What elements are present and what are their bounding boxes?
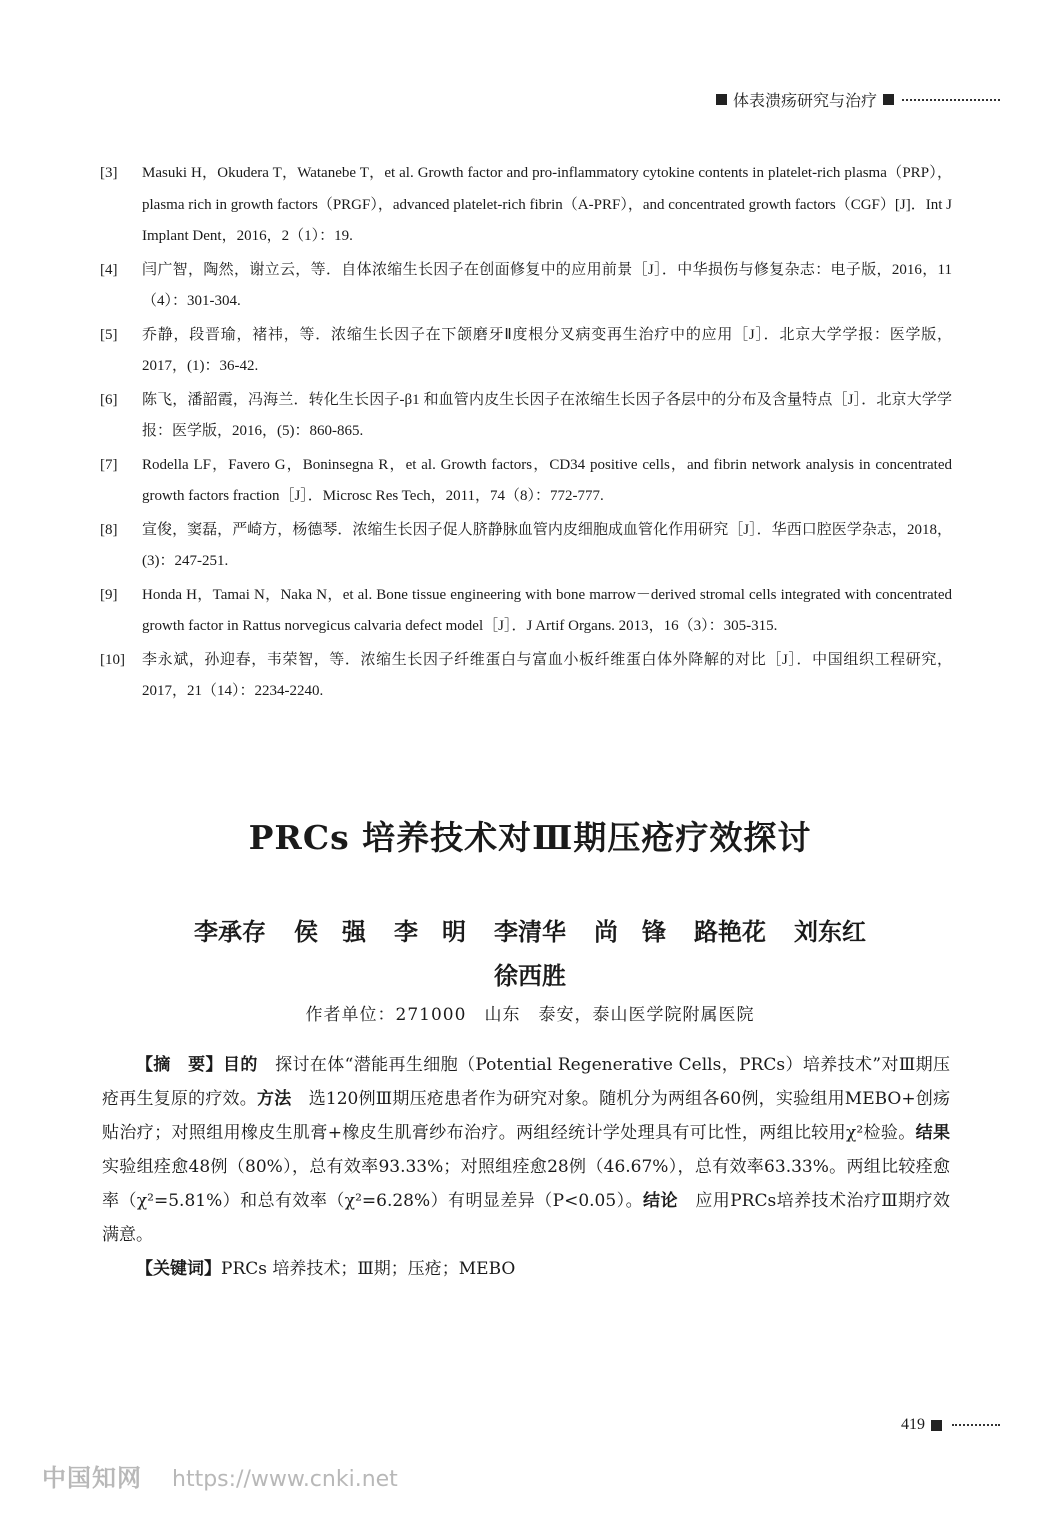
conclusion-text: 应用PRCs培养技术治疗Ⅲ期疗效满意。 xyxy=(102,1191,951,1245)
methods-label: 方法 xyxy=(257,1089,292,1109)
author-name: 徐西胜 xyxy=(494,961,566,990)
reference-item xyxy=(100,515,952,578)
running-header xyxy=(560,88,1000,111)
abstract-paragraph xyxy=(102,1048,950,1252)
author-affiliation: 作者单位：271000 山东 泰安，泰山医学院附属医院 xyxy=(305,1005,755,1025)
section-title: 体表溃疡研究与治疗 xyxy=(732,91,877,110)
author-line xyxy=(120,954,940,998)
reference-text: 宣俊，窦磊，严崎方，杨德琴．浓缩生长因子促人脐静脉血管内皮细胞成血管化作用研究［J］．华西口腔医学杂志，2018，(3)：247-251. xyxy=(142,521,952,569)
watermark-url: https://www.cnki.net xyxy=(172,1467,398,1492)
keywords-label: 【关键词】 xyxy=(136,1259,221,1279)
reference-item xyxy=(100,645,952,708)
article-title: PRCs 培养技术对Ⅲ期压疮疗效探讨 xyxy=(248,818,812,857)
reference-text: 闫广智，陶然，谢立云，等．自体浓缩生长因子在创面修复中的应用前景［J］．中华损伤与修复杂志：电子版，2016，11（4）：301-304. xyxy=(142,261,952,309)
reference-number: [9] xyxy=(100,586,118,603)
page-footer xyxy=(901,1416,1000,1434)
cnki-watermark xyxy=(42,1458,398,1493)
reference-text: 陈飞，潘韶霞，冯海兰．转化生长因子-β1 和血管内皮生长因子在浓缩生长因子各层中的分布及含量特点［J］．北京大学学报：医学版，2016，(5)：860-865. xyxy=(142,391,952,439)
reference-text: Rodella LF，Favero G，Boninsegna R，et al. Growth factors，CD34 positive cells，and fibrin network analysis in concentrated growth factors fraction［J］．Microsc Res Tech，2011，74（8）：772-777. xyxy=(142,456,952,504)
reference-item xyxy=(100,320,952,383)
square-bullet-icon xyxy=(883,94,894,105)
reference-number: [3] xyxy=(100,165,118,181)
purpose-text: 探讨在体“潜能再生细胞（Potential Regenerative Cells，PRCs）培养技术”对Ⅲ期压疮再生复原的疗效。 xyxy=(102,1055,951,1109)
reference-number: [8] xyxy=(100,521,118,538)
square-bullet-icon xyxy=(931,1420,942,1431)
author-name: 李 明 xyxy=(394,917,466,946)
author-name: 李承存 xyxy=(194,917,266,946)
author-name: 路艳花 xyxy=(694,917,766,946)
author-line xyxy=(120,910,940,954)
author-list xyxy=(120,910,940,998)
abstract-label: 【摘 要】 xyxy=(136,1055,223,1075)
reference-number: [5] xyxy=(100,326,118,343)
conclusion-label: 结论 xyxy=(643,1191,678,1211)
reference-item xyxy=(100,450,952,513)
square-bullet-icon xyxy=(716,94,727,105)
purpose-label: 目的 xyxy=(222,1055,258,1075)
reference-text: Honda H，Tamai N，Naka N，et al. Bone tissue engineering with bone marrow－derived stromal cells integrated with concentrated growth factor in Rattus norvegicus calvaria defect model［J］．J Artif Organs. 2013，16（3）：305-315. xyxy=(142,586,952,634)
author-name: 刘东红 xyxy=(794,917,866,946)
dotted-leader xyxy=(902,99,1000,101)
keywords-text: PRCs 培养技术；Ⅲ期；压疮；MEBO xyxy=(221,1259,516,1279)
reference-number: [10] xyxy=(100,651,125,668)
results-text: 实验组痊愈48例（80%），总有效率93.33%；对照组痊愈28例（46.67%），总有效率63.33%。两组比较痊愈率（χ²=5.81%）和总有效率（χ²=6.28%）有明显差异（P<0.05）。 xyxy=(102,1157,950,1211)
reference-text: Masuki H，Okudera T，Watanebe T，et al. Growth factor and pro-inflammatory cytokine contents in platelet-rich plasma（PRP），plasma rich in growth factors（PRGF），advanced platelet-rich fibrin（A-PRF），and concentrated growth factors（CGF）[J]．Int J Implant Dent，2016，2（1）：19. xyxy=(142,165,952,244)
dotted-leader xyxy=(952,1424,1000,1426)
page-number: 419 xyxy=(901,1416,925,1433)
author-name: 李清华 xyxy=(494,917,566,946)
author-name: 侯 强 xyxy=(294,917,366,946)
reference-text: 李永斌，孙迎春，韦荣智，等．浓缩生长因子纤维蛋白与富血小板纤维蛋白体外降解的对比［J］．中国组织工程研究，2017，21（14）：2234-2240. xyxy=(142,651,952,699)
results-label: 结果 xyxy=(915,1123,951,1143)
keywords-paragraph xyxy=(102,1252,950,1286)
reference-item xyxy=(100,580,952,643)
reference-text: 乔静，段晋瑜，褚祎，等．浓缩生长因子在下颌磨牙Ⅱ度根分叉病变再生治疗中的应用［J］．北京大学学报：医学版，2017，(1)：36-42. xyxy=(142,326,952,374)
watermark-logo: 中国知网 xyxy=(42,1464,142,1492)
reference-list xyxy=(100,158,952,710)
reference-item xyxy=(100,385,952,448)
reference-number: [6] xyxy=(100,391,118,408)
reference-item xyxy=(100,158,952,253)
reference-number: [4] xyxy=(100,261,118,278)
abstract-section xyxy=(102,1048,950,1286)
author-name: 尚 锋 xyxy=(594,917,666,946)
methods-text: 选120例Ⅲ期压疮患者作为研究对象。随机分为两组各60例，实验组用MEBO+创疡贴治疗；对照组用橡皮生肌膏+橡皮生肌膏纱布治疗。两组经统计学处理具有可比性，两组比较用χ²检验。 xyxy=(102,1089,951,1143)
reference-number: [7] xyxy=(100,456,118,473)
reference-item xyxy=(100,255,952,318)
